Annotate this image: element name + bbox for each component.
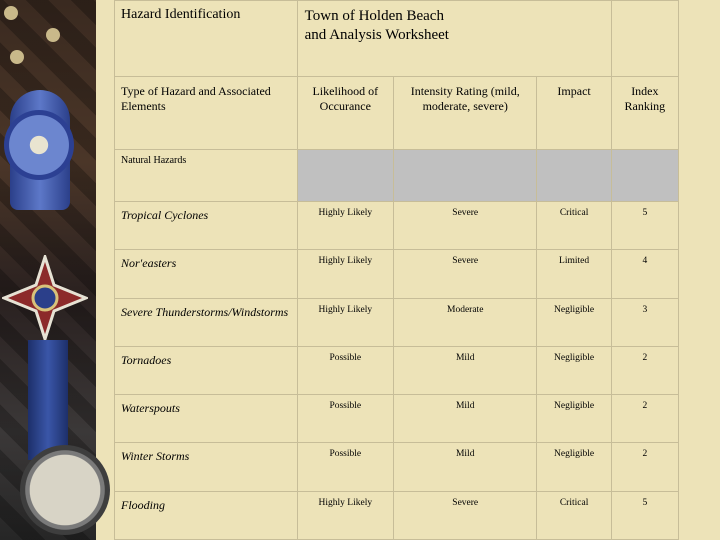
section-fill [393,149,537,201]
tile-dot [46,28,60,42]
header-intensity: Intensity Rating (mild, moderate, severe) [393,77,537,149]
index-value: 3 [611,298,678,346]
table-row [115,491,679,539]
hazard-name: Nor'easters [115,250,298,298]
decorative-photo-strip [0,0,96,540]
likelihood-value: Possible [297,395,393,443]
hazard-name: Severe Thunderstorms/Windstorms [115,298,298,346]
table-row [115,395,679,443]
title-empty-cell [611,1,678,77]
header-index: Index Ranking [611,77,678,149]
hazard-name: Waterspouts [115,395,298,443]
medal-rosette-icon [4,110,74,180]
header-type: Type of Hazard and Associated Elements [115,77,298,149]
maltese-cross-medal-icon [2,255,88,341]
index-value: 2 [611,395,678,443]
hazard-name: Winter Storms [115,443,298,491]
likelihood-value: Highly Likely [297,202,393,250]
intensity-value: Moderate [393,298,537,346]
impact-value: Negligible [537,443,611,491]
impact-value: Limited [537,250,611,298]
title-line-2: and Analysis Worksheet [304,27,449,43]
section-label: Natural Hazards [115,149,298,201]
impact-value: Critical [537,491,611,539]
section-fill [537,149,611,201]
intensity-value: Severe [393,491,537,539]
impact-value: Negligible [537,395,611,443]
index-value: 2 [611,443,678,491]
impact-value: Critical [537,202,611,250]
likelihood-value: Possible [297,346,393,394]
intensity-value: Mild [393,395,537,443]
index-value: 2 [611,346,678,394]
table-row [115,250,679,298]
title-line-1: Town of Holden Beach [304,8,444,24]
medal-strap [28,340,68,460]
header-row [115,77,679,149]
section-fill [611,149,678,201]
hazard-name: Tropical Cyclones [115,202,298,250]
index-value: 5 [611,491,678,539]
header-impact: Impact [537,77,611,149]
intensity-value: Severe [393,202,537,250]
likelihood-value: Highly Likely [297,491,393,539]
intensity-value: Mild [393,443,537,491]
table-row [115,346,679,394]
index-value: 4 [611,250,678,298]
hazard-name: Flooding [115,491,298,539]
tile-dot [4,6,18,20]
likelihood-value: Highly Likely [297,250,393,298]
header-likelihood: Likelihood of Occurance [297,77,393,149]
worksheet-title [297,1,611,77]
impact-value: Negligible [537,346,611,394]
index-value: 5 [611,202,678,250]
table-row [115,202,679,250]
likelihood-value: Possible [297,443,393,491]
likelihood-value: Highly Likely [297,298,393,346]
hazard-name: Tornadoes [115,346,298,394]
section-row [115,149,679,201]
tile-dot [10,50,24,64]
intensity-value: Severe [393,250,537,298]
compass-icon [20,445,110,535]
table-row [115,443,679,491]
intensity-value: Mild [393,346,537,394]
section-fill [297,149,393,201]
title-row [115,1,679,77]
hazard-worksheet-table [114,0,679,540]
worksheet-label: Hazard Identification [115,1,298,77]
impact-value: Negligible [537,298,611,346]
table-row [115,298,679,346]
